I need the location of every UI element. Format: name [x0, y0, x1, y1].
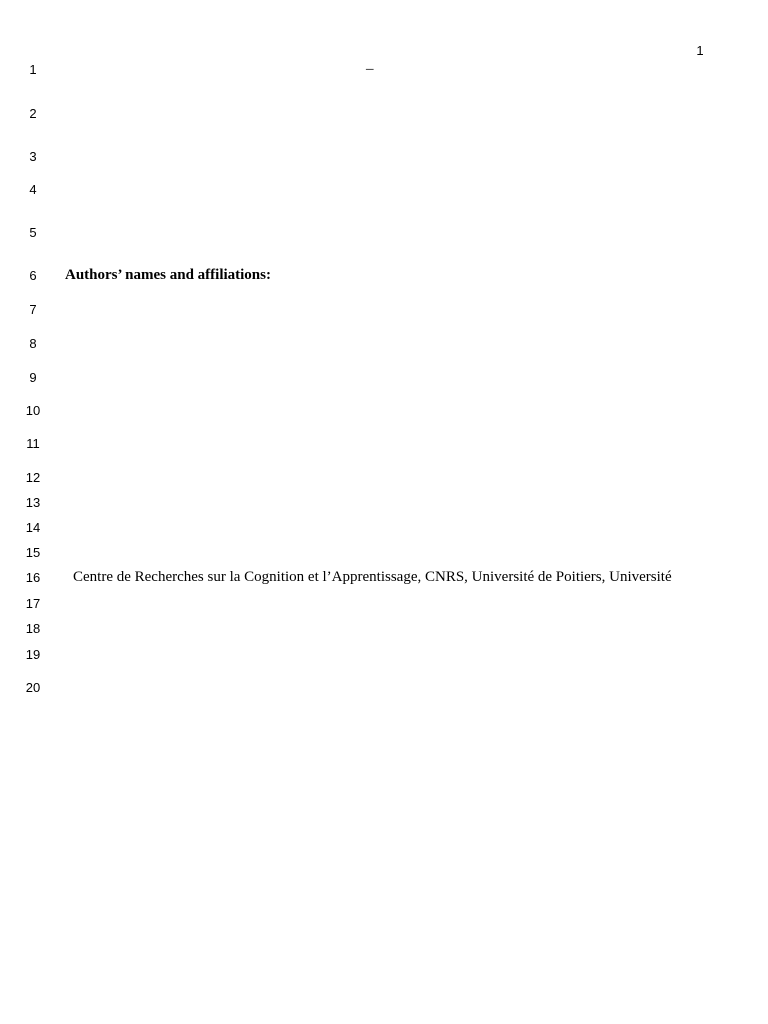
line-number-17: 17	[25, 596, 41, 611]
line-number-18: 18	[25, 621, 41, 636]
line-number-12: 12	[25, 470, 41, 485]
line-number-9: 9	[29, 370, 37, 385]
line-number-3: 3	[29, 149, 37, 164]
line-number-7: 7	[29, 302, 37, 317]
line-number-11: 11	[26, 436, 40, 451]
page-number: 1	[696, 43, 704, 58]
line-number-10: 10	[25, 403, 41, 418]
line-number-2: 2	[29, 106, 37, 121]
title-dash: –	[366, 61, 374, 77]
authors-heading: Authors’ names and affiliations:	[65, 267, 271, 283]
line-number-4: 4	[29, 182, 37, 197]
line-number-8: 8	[29, 336, 37, 351]
affiliation-line: Centre de Recherches sur la Cognition et l’Apprentissage, CNRS, Université de Poitiers, Université	[73, 569, 672, 585]
line-number-1: 1	[29, 62, 37, 77]
line-number-5: 5	[29, 225, 37, 240]
line-number-6: 6	[29, 268, 37, 283]
line-number-14: 14	[25, 520, 41, 535]
line-number-19: 19	[25, 647, 41, 662]
line-number-13: 13	[25, 495, 41, 510]
line-number-20: 20	[25, 680, 41, 695]
line-number-16: 16	[25, 570, 41, 585]
line-number-15: 15	[25, 545, 41, 560]
